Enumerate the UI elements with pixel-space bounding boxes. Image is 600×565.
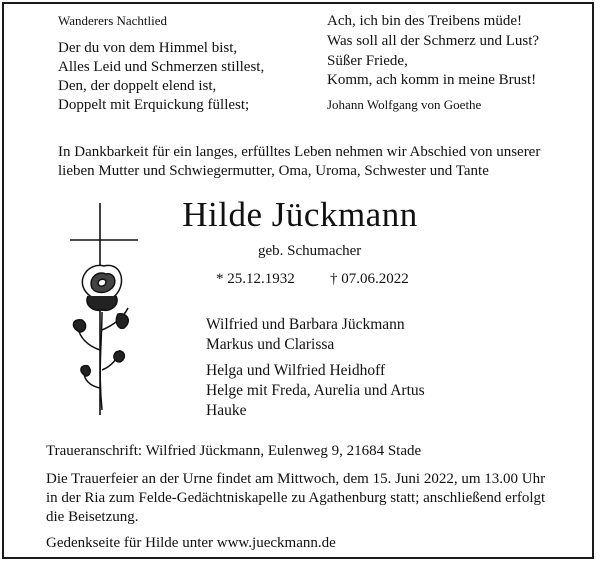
birth-date: * 25.12.1932 — [216, 271, 295, 287]
funeral-address: Traueranschrift: Wilfried Jückmann, Eulenweg 9, 21684 Stade — [46, 443, 422, 459]
poem-line: Der du von dem Himmel bist, — [58, 40, 238, 56]
maiden-name: geb. Schumacher — [258, 243, 362, 259]
poem-line: Was soll all der Schmerz und Lust? — [327, 33, 540, 49]
memorial-page-note: Gedenkseite für Hilde unter www.jueckmann.de — [46, 535, 336, 551]
ceremony-line: in der Ria zum Felde-Gedächtniskapelle zu Agathenburg statt; anschließend erfolgt — [46, 490, 546, 506]
poem-line: Alles Leid und Schmerzen stillest, — [58, 59, 265, 75]
poem-title: Wanderers Nachtlied — [58, 13, 168, 28]
poem-line: Den, der doppelt elend ist, — [58, 78, 217, 94]
death-date: † 07.06.2022 — [330, 271, 409, 287]
mourner-line: Helge mit Freda, Aurelia und Artus — [206, 382, 425, 399]
poem-line: Süßer Friede, — [327, 53, 408, 69]
rose-icon — [73, 265, 128, 410]
mourner-line: Hauke — [206, 402, 247, 419]
intro-line: lieben Mutter und Schwiegermutter, Oma, Uroma, Schwester und Tante — [58, 163, 489, 179]
poem-line: Komm, ach komm in meine Brust! — [327, 72, 537, 88]
mourner-line: Markus und Clarissa — [206, 336, 335, 353]
mourner-line: Wilfried und Barbara Jückmann — [206, 316, 405, 333]
deceased-name: Hilde Jückmann — [182, 195, 418, 234]
poem-author: Johann Wolfgang von Goethe — [327, 97, 482, 112]
poem-line: Doppelt mit Erquickung füllest; — [58, 97, 250, 113]
mourner-line: Helga und Wilfried Heidhoff — [206, 362, 386, 379]
ceremony-line: Die Trauerfeier an der Urne findet am Mittwoch, dem 15. Juni 2022, um 13.00 Uhr — [46, 471, 546, 487]
poem-line: Ach, ich bin des Treibens müde! — [327, 13, 522, 29]
ceremony-line: die Beisetzung. — [46, 509, 139, 525]
intro-line: In Dankbarkeit für ein langes, erfülltes Leben nehmen wir Abschied von unserer — [58, 144, 541, 160]
